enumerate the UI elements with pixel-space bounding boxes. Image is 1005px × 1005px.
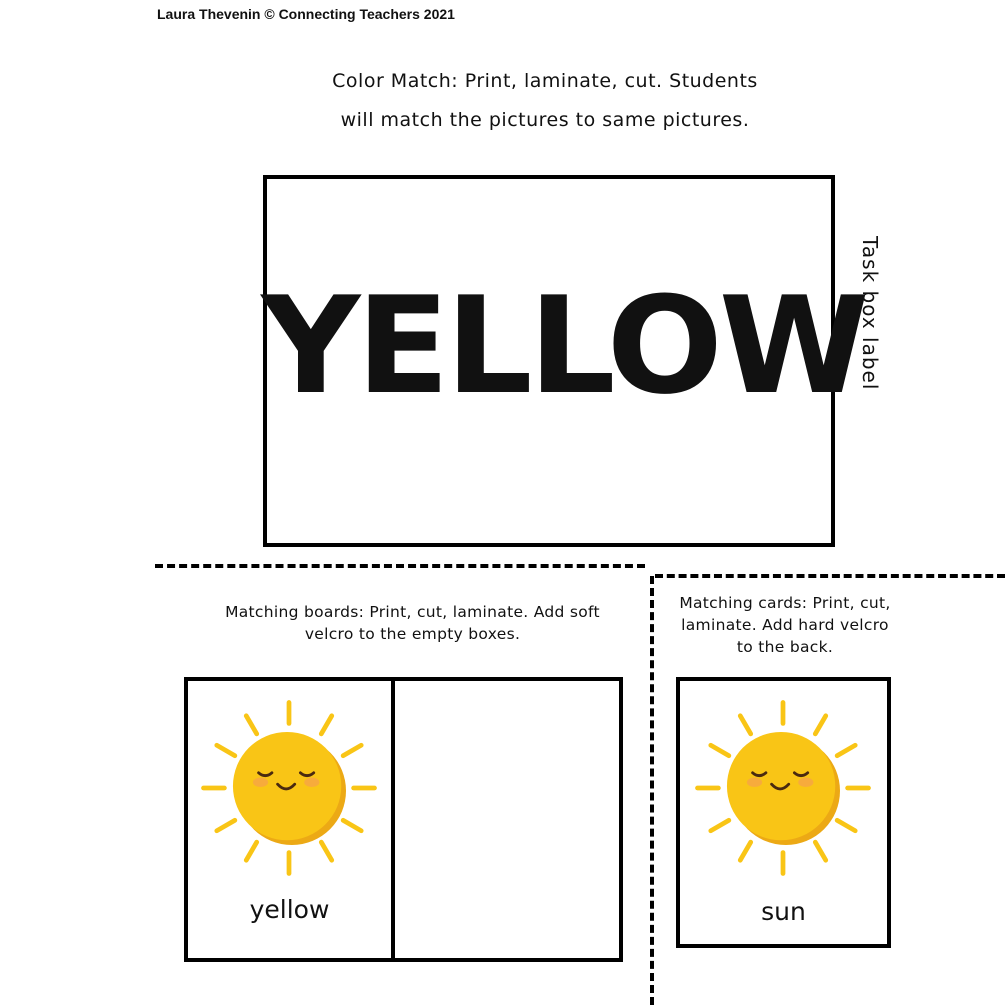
matching-card — [676, 677, 891, 948]
sun-icon — [194, 693, 384, 883]
intro-line-1: Color Match: Print, laminate, cut. Students — [332, 70, 758, 92]
cut-line-right — [655, 574, 1005, 578]
boards-instructions-line-1: Matching boards: Print, cut, laminate. Add soft — [225, 603, 600, 621]
boards-instructions — [190, 601, 635, 645]
matching-board-empty-box — [391, 677, 623, 962]
task-box-label — [261, 175, 866, 547]
cards-instructions-line-2: laminate. Add hard velcro — [681, 616, 889, 634]
copyright-text: Laura Thevenin © Connecting Teachers 2021 — [157, 6, 455, 22]
intro-instructions — [250, 62, 840, 140]
boards-instructions-line-2: velcro to the empty boxes. — [304, 625, 521, 643]
matching-board-picture — [184, 677, 395, 962]
task-box-side-label: Task box label — [858, 236, 882, 391]
board-picture-word: yellow — [249, 895, 330, 924]
cut-line-left — [155, 564, 645, 568]
cut-line-vertical — [650, 576, 654, 1005]
color-word: YELLOW — [261, 268, 866, 424]
cards-instructions-line-1: Matching cards: Print, cut, — [679, 594, 891, 612]
cards-instructions-line-3: to the back. — [736, 638, 834, 656]
cards-instructions — [660, 592, 910, 658]
sun-icon — [688, 693, 878, 883]
card-picture-word: sun — [761, 897, 806, 926]
intro-line-2: will match the pictures to same pictures. — [340, 109, 750, 131]
